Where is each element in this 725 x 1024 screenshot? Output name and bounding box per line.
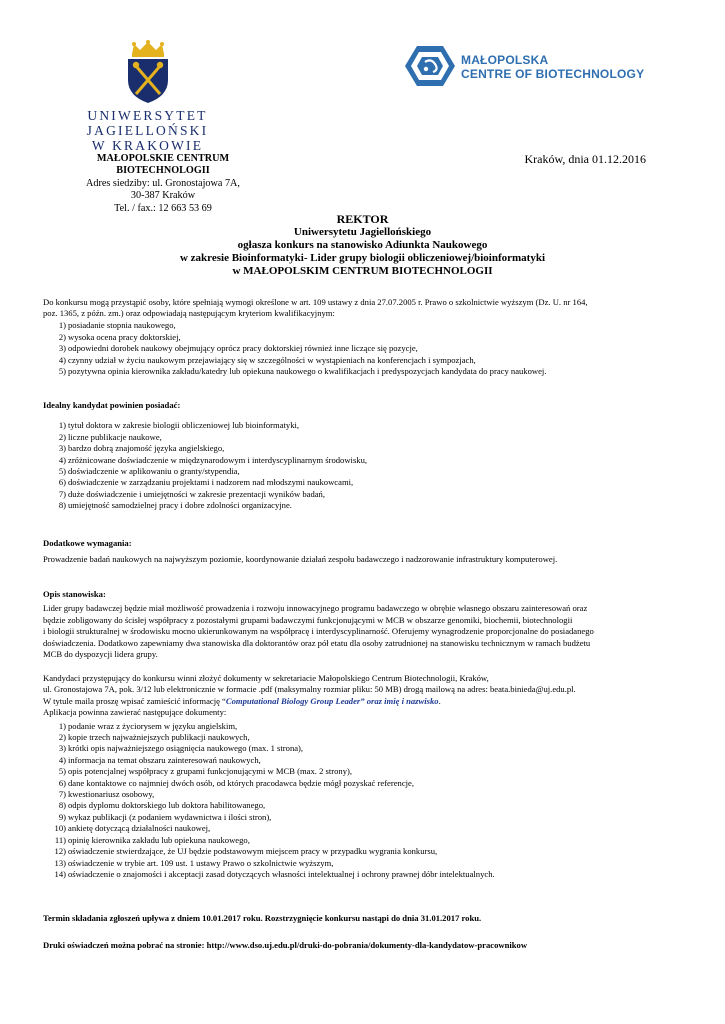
address-line2: BIOTECHNOLOGII — [116, 165, 210, 177]
list-item: 1) tytuł doktora w zakresie biologii obliczeniowej lub bioinformatyki, — [58, 420, 300, 431]
intro-line1: Do konkursu mogą przystąpić osoby, które spełniają wymogi określone w art. 109 ustawy z dnia 27.07.2005 r. Prawo o szkolnictwie wyższym (Dz. U. nr 164, — [43, 297, 588, 307]
list-item: 4) informacja na temat obszaru zainteresowań naukowych, — [58, 754, 261, 765]
list-item: 8) odpis dyplomu doktorskiego lub doktora habilitowanego, — [58, 800, 266, 811]
address-line3: Adres siedziby: ul. Gronostajowa 7A, — [86, 177, 240, 189]
position-description-section — [43, 589, 683, 660]
application-line4: Aplikacja powinna zawierać następujące dokumenty: — [43, 707, 227, 718]
ideal-list — [43, 420, 683, 511]
list-item: 10) ankietę dotyczącą działalności naukowej, — [54, 823, 211, 834]
list-item: 14) oświadczenie o znajomości i akceptacji zasad dotyczących własności intelektualnej i ochrony prawnej dóbr intelektualnych. — [54, 868, 495, 879]
list-item: 7) kwestionariusz osobowy, — [58, 789, 155, 800]
title-line2: Uniwersytetu Jagiellońskiego — [293, 226, 432, 238]
email-subject-emphasis: Computational Biology Group Leader” oraz imię i nazwisko — [225, 695, 439, 706]
list-item: 4) zróżnicowane doświadczenie w międzynarodowym i interdyscyplinarnym środowisku, — [58, 454, 368, 465]
list-item: 1) podanie wraz z życiorysem w języku angielskim, — [58, 720, 238, 731]
list-item: 3) krótki opis najważniejszego osiągnięcia naukowego (max. 1 strona), — [58, 743, 304, 754]
list-item: 6) dane kontaktowe co najmniej dwóch osób, od których pracodawca będzie mógł pozyskać referencje, — [58, 777, 415, 788]
extra-text: Prowadzenie badań naukowych na najwyższym poziomie, koordynowanie działań zespołu badawczego i nadzorowanie infrastruktury komputerowej. — [43, 554, 558, 565]
title-line5: w MAŁOPOLSKIM CENTRUM BIOTECHNOLOGII — [232, 265, 493, 277]
address-line4: 30-387 Kraków — [130, 190, 196, 202]
list-item: 1) posiadanie stopnia naukowego, — [58, 320, 176, 331]
title-line3: ogłasza konkurs na stanowisko Adiunkta Naukowego — [237, 239, 488, 251]
extra-requirements-section — [43, 538, 683, 566]
deadline-section — [43, 913, 683, 924]
mcb-hexagon-icon — [405, 44, 455, 88]
deadline-text: Termin składania zgłoszeń upływa z dniem 10.01.2017 roku. Rozstrzygnięcie konkursu nastąpi do dnia 31.01.2017 roku. — [43, 913, 482, 923]
list-item: 8) umiejętność samodzielnej pracy i dobre zdolności organizacyjne. — [58, 500, 292, 511]
application-section — [43, 673, 683, 880]
criteria-list — [43, 320, 683, 377]
list-item: 7) duże doświadczenie i umiejętności w zakresie prezentacji wyników badań, — [58, 488, 325, 499]
list-item: 3) odpowiedni dorobek naukowy obejmujący oprócz pracy doktorskiej również inne liczące się pozycje, — [58, 343, 418, 354]
extra-heading: Dodatkowe wymagania: — [43, 538, 132, 548]
uj-crest-icon — [124, 40, 172, 104]
list-item: 5) pozytywna opinia kierownika zakładu/katedry lub opiekuna naukowego o kwalifikacjach i predyspozycjach kandydata do pracy naukowej. — [58, 365, 547, 376]
uj-name-line1: UNIWERSYTET JAGIELLOŃSKI — [86, 108, 209, 138]
application-line3: W tytule maila proszę wpisać zamieścić informację “Computational Biology Group Leader” oraz imię i nazwisko. — [43, 695, 441, 706]
description-line: doświadczenia. Dodatkowo zapewniamy dwa stanowiska dla doktorantów oraz pół etatu dla osoby zatrudnionej na stanowisku technicznym w ramach budżetu — [43, 637, 591, 648]
description-line: MCB do dyspozycji lidera grupy. — [43, 649, 158, 660]
uj-logo — [40, 40, 255, 153]
description-line: będzie zobligowany do ścisłej współpracy z pozostałymi grupami badawczymi funkcjonującymi w MCB w obszarze genomiki, biochemii, biotechnologii — [43, 614, 573, 625]
list-item: 5) opis potencjalnej współpracy z grupami funkcjonującymi w MCB (max. 2 strony), — [58, 766, 353, 777]
list-item: 2) kopie trzech najważniejszych publikacji naukowych, — [58, 732, 250, 743]
application-line1: Kandydaci przystępujący do konkursu winni złożyć dokumenty w sekretariacie Małopolskiego Centrum Biotechnologii, Kraków, — [43, 673, 489, 683]
forms-link-text[interactable]: Druki oświadczeń można pobrać na stronie: http://www.dso.uj.edu.pl/druki-do-pobrania/dokumenty-dla-kandydatow-pracownikow — [43, 940, 528, 950]
description-line: Lider grupy badawczej będzie miał możliwość prowadzenia i rozwoju innowacyjnego programu badawczego w obrębie własnego obszaru zainteresowań oraz — [43, 603, 588, 614]
list-item: 5) doświadczenie w aplikowaniu o granty/stypendia, — [58, 466, 240, 477]
list-item: 13) oświadczenie w trybie art. 109 ust. 1 ustawy Prawo o szkolnictwie wyższym, — [54, 857, 334, 868]
application-line2: ul. Gronostajowa 7A, pok. 3/12 lub elektronicznie w formacie .pdf (maksymalny rozmiar pliku: 50 MB) drogą mailową na adres: beata.binieda@uj.edu.pl. — [43, 684, 576, 695]
title-line1: REKTOR — [336, 212, 389, 226]
intro-line2: poz. 1365, z późn. zm.) oraz odpowiadają następującym kryteriom kwalifikacyjnym: — [43, 308, 335, 319]
mcb-name-line2: CENTRE OF BIOTECHNOLOGY — [461, 66, 645, 81]
address-line1: MAŁOPOLSKIE CENTRUM — [96, 153, 230, 164]
uj-name-line2: W KRAKOWIE — [91, 138, 204, 153]
place-date: Kraków, dnia 01.12.2016 — [524, 152, 646, 166]
announcement-title — [0, 213, 725, 278]
list-item: 2) liczne publikacje naukowe, — [58, 431, 162, 442]
forms-section — [43, 940, 683, 951]
ideal-candidate-section — [43, 400, 683, 512]
list-item: 12) oświadczenie stwierdzające, że UJ będzie podstawowym miejscem pracy w przypadku wygrania konkursu, — [54, 846, 438, 857]
list-item: 2) wysoka ocena pracy doktorskiej, — [58, 331, 181, 342]
title-line4: w zakresie Bioinformatyki- Lider grupy biologii obliczeniowej/bioinformatyki — [179, 252, 546, 264]
sender-address — [58, 153, 268, 215]
description-line: i biologii strukturalnej w środowisku mocno ukierunkowanym na współpracę i interdyscyplinarność. Oferujemy wynagrodzenie proporcjonalne do posiadanego — [43, 626, 594, 637]
list-item: 6) doświadczenie w zarządzaniu projektami i nadzorem nad młodszymi naukowcami, — [58, 477, 354, 488]
mcb-name — [461, 54, 644, 81]
description-heading: Opis stanowiska: — [43, 589, 106, 599]
list-item: 3) bardzo dobrą znajomość języka angielskiego, — [58, 443, 225, 454]
list-item: 11) opinię kierownika zakładu lub opiekuna naukowego, — [54, 834, 250, 845]
documents-list — [43, 721, 683, 881]
uj-name — [40, 108, 255, 153]
ideal-heading: Idealny kandydat powinien posiadać: — [43, 400, 181, 410]
list-item: 4) czynny udział w życiu naukowym przejawiający się w szczególności w wystąpieniach na konferencjach i sympozjach, — [58, 354, 476, 365]
mcb-name-line1: MAŁOPOLSKA — [461, 53, 549, 67]
list-item: 9) wykaz publikacji (z podaniem wydawnictwa i ilości stron), — [58, 811, 272, 822]
address-line5: Tel. / fax.: 12 663 53 69 — [114, 202, 212, 214]
mcb-logo — [405, 44, 655, 92]
intro-section — [43, 297, 683, 377]
